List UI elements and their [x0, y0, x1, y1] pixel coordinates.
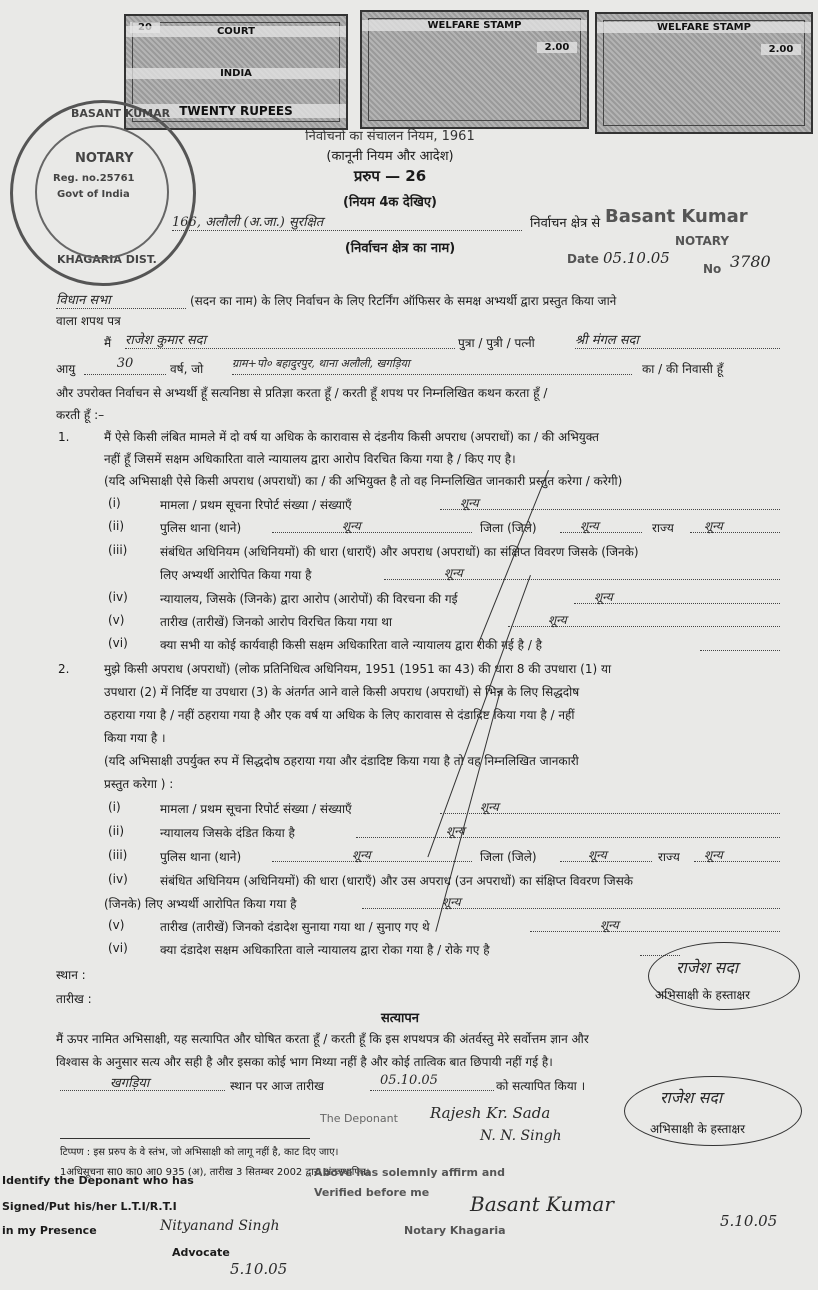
- s2-item-v-value: शून्य: [530, 916, 780, 932]
- relation-label: पुत्रा / पुत्री / पत्नी: [458, 336, 535, 350]
- verification-date-suffix: को सत्यापित किया ।: [496, 1079, 586, 1093]
- me-label: मैं: [104, 336, 112, 350]
- intro-line-c: और उपरोक्त निर्वाचन से अभ्यर्थी हूँ सत्यनिष्ठा से प्रतिज्ञा करता हूँ / करती हूँ शपथ पर निम्नलिखित कथन करता हूँ /: [56, 386, 548, 400]
- notary-khagaria: Notary Khagaria: [404, 1224, 506, 1237]
- place-label: स्थान :: [56, 968, 86, 982]
- identify-line-c: in my Presence: [2, 1224, 97, 1237]
- s2-roman-v: (v): [108, 918, 125, 932]
- s1-item-iii-b: लिए अभ्यर्थी आरोपित किया गया है: [160, 568, 312, 582]
- constituency-caption: (निर्वाचन क्षेत्र का नाम): [344, 241, 456, 256]
- section-2-line-c: ठहराया गया है / नहीं ठहराया गया है और एक वर्ष या अधिक के लिए कारावास से दंडादिष्ट किया गया है / नहीं: [104, 708, 575, 722]
- verification-text-a: मैं ऊपर नामित अभिसाक्षी, यह सत्यापित और घोषित करता हूँ / करती हूँ कि इस शपथपत्र की अंतर्वस्तु मेरे सर्वोत्तम ज्ञान और: [56, 1032, 589, 1046]
- welfare-stamp-2: [595, 12, 813, 134]
- s1-district-value: शून्य: [560, 517, 642, 533]
- s1-item-iv: न्यायालय, जिसके (जिनके) द्वारा आरोप (आरोपों) की विरचना की गई: [160, 592, 458, 606]
- header-line2: (कानूनी नियम और आदेश): [326, 149, 454, 164]
- father-name-field: श्री मंगल सदा: [575, 330, 780, 349]
- s1-district-label: जिला (जिले): [480, 521, 537, 535]
- s1-roman-vi: (vi): [108, 636, 128, 650]
- age-suffix: वर्ष, जो: [170, 362, 204, 376]
- s2-state-label: राज्य: [658, 850, 680, 864]
- verification-text-b: विश्वास के अनुसार सत्य और सही है और इसका कोई भाग मिथ्या नहीं है और कोई तात्विक बात छिपायी नहीं गई है।: [56, 1055, 553, 1069]
- section-2-line-a: मुझे किसी अपराध (अपराधों) (लोक प्रतिनिधित्व अधिनियम, 1951 (1951 का 43) की धारा 8 की उपधारा (1) या: [104, 662, 612, 676]
- seal-govt: Govt of India: [57, 189, 130, 200]
- notary-stamp-role: NOTARY: [675, 234, 730, 248]
- section-1-line-a: मैं ऐसे किसी लंबित मामले में दो वर्ष या अधिक के कारावास से दंडनीय किसी अपराध (अपराधों) का / की अभियुक्त: [104, 430, 599, 444]
- s1-roman-iii: (iii): [108, 543, 128, 557]
- notary-no-value: 3780: [730, 252, 771, 271]
- seal-role: NOTARY: [75, 151, 134, 166]
- date-label: तारीख :: [56, 992, 92, 1006]
- notary-stamp-name: Basant Kumar: [605, 206, 748, 227]
- s2-item-iii: पुलिस थाना (थाने): [160, 850, 242, 864]
- s2-item-vi: क्या दंडादेश सक्षम अधिकारिता वाले न्यायालय द्वारा रोका गया है / रोके गए है: [160, 943, 490, 957]
- notary-date-value: 05.10.05: [603, 249, 670, 267]
- footnote-a: टिप्पण : इस प्ररुप के वे स्तंभ, जो अभिसाक्षी को लागू नहीं है, काट दिए जाए।: [60, 1147, 339, 1158]
- age-field: 30: [84, 356, 166, 375]
- signature-2: राजेश सदा: [660, 1088, 722, 1107]
- notary-signature: Basant Kumar: [470, 1192, 614, 1216]
- s1-item-iii-value: शून्य: [384, 564, 780, 580]
- identify-line-b: Signed/Put his/her L.T.I/R.T.I: [2, 1200, 177, 1213]
- seal-reg: Reg. no.25761: [53, 173, 135, 184]
- s1-roman-v: (v): [108, 613, 125, 627]
- intro-line-a: (सदन का नाम) के लिए निर्वाचन के लिए रिटर्निंग ऑफिसर के समक्ष अभ्यर्थी द्वारा प्रस्तुत किया जाने: [190, 294, 617, 308]
- section-1-number: 1.: [58, 430, 70, 444]
- advocate-label: Advocate: [172, 1246, 230, 1259]
- s2-roman-iv: (iv): [108, 872, 128, 886]
- address-field: ग्राम+पो० बहादुरपुर, थाना अलौली, खगड़िया: [232, 356, 632, 375]
- s1-state-value: शून्य: [690, 517, 780, 533]
- s1-item-ii: पुलिस थाना (थाने): [160, 521, 242, 535]
- s2-item-ii: न्यायालय जिसके दंडित किया है: [160, 826, 295, 840]
- s2-item-iv-a: संबंधित अधिनियम (अधिनियमों) की धारा (धाराएँ) और उस अपराध (उन अपराधों) का संक्षिप्त विवरण जिसके: [160, 874, 634, 888]
- welfare-2-denom: 2.00: [761, 44, 801, 55]
- welfare-1-denom: 2.00: [537, 42, 577, 53]
- s1-police-value: शून्य: [272, 517, 472, 533]
- s2-item-v: तारीख (तारीखें) जिनको दंडादेश सुनाया गया था / सुनाए गए थे: [160, 920, 430, 934]
- notary-sign-date: 5.10.05: [720, 1212, 778, 1230]
- resident-suffix: का / की निवासी हूँ: [642, 362, 724, 376]
- footnote-divider: [60, 1138, 310, 1139]
- welfare-stamp-1: [360, 10, 589, 129]
- verifier-name: Rajesh Kr. Sada: [430, 1104, 551, 1122]
- notary-date-label: Date: [567, 252, 599, 266]
- notary-stamp: [555, 200, 790, 280]
- s2-item-i-value: शून्य: [440, 798, 780, 814]
- verification-title: सत्यापन: [380, 1011, 420, 1026]
- section-2-number: 2.: [58, 662, 70, 676]
- seal-name: BASANT KUMAR: [71, 107, 171, 120]
- s2-district-label: जिला (जिले): [480, 850, 537, 864]
- verification-place-suffix: स्थान पर आज तारीख: [230, 1079, 324, 1093]
- notary-no-label: No: [703, 262, 722, 276]
- seal-area: KHAGARIA DIST.: [57, 253, 157, 266]
- rule-reference: (नियम 4क देखिए): [343, 195, 437, 210]
- intro-line-b: वाला शपथ पत्र: [56, 314, 121, 328]
- section-2-line-e: (यदि अभिसाक्षी उपर्युक्त रुप में सिद्धदोष ठहराया गया और दंडादिष्ट किया गया है तो वह निम्नलिखित जानकारी: [104, 754, 579, 768]
- header-line1: निर्वाचनों का संचालन नियम, 1961: [305, 129, 475, 144]
- intro-line-d: करती हूँ :–: [56, 408, 105, 422]
- s2-item-ii-value: शून्य: [356, 822, 780, 838]
- form-number: प्ररुप — 26: [353, 167, 427, 185]
- s1-item-vi-line: [700, 634, 780, 651]
- advocate-date: 5.10.05: [230, 1260, 288, 1278]
- welfare-2-title: WELFARE STAMP: [597, 22, 811, 33]
- s2-district-value: शून्य: [560, 846, 652, 862]
- section-1-line-c: (यदि अभिसाक्षी ऐसे किसी अपराध (अपराधों) का / की अभियुक्त है तो वह निम्नलिखित जानकारी प्रस्तुत करेगा / करेगी): [104, 474, 623, 488]
- s1-roman-iv: (iv): [108, 590, 128, 604]
- court-fee-country: INDIA: [126, 68, 346, 79]
- signature-1: राजेश सदा: [676, 958, 738, 977]
- s2-item-iv-b: (जिनके) लिए अभ्यर्थी आरोपित किया गया है: [104, 897, 297, 911]
- verifier-id: N. N. Singh: [480, 1128, 562, 1144]
- s2-roman-vi: (vi): [108, 941, 128, 955]
- house-name-field: विधान सभा: [56, 290, 186, 309]
- court-fee-amount: TWENTY RUPEES: [126, 104, 346, 118]
- notary-seal: [10, 100, 196, 286]
- constituency-suffix: निर्वाचन क्षेत्र से: [530, 216, 601, 231]
- s1-item-v-value: शून्य: [508, 611, 780, 627]
- section-2-line-d: किया गया है ।: [104, 731, 166, 745]
- verified-before-me: Verified before me: [314, 1186, 430, 1199]
- s1-roman-ii: (ii): [108, 519, 125, 533]
- s1-item-v: तारीख (तारीखें) जिनको आरोप विरचित किया गया था: [160, 615, 392, 629]
- footnote-b: 1अधिसूचना सा0 का0 आ0 935 (अ), तारीख 3 सितम्बर 2002 द्वारा अंतःस्थापित।: [60, 1167, 370, 1178]
- deponent-stamp: The Deponant: [320, 1112, 398, 1125]
- deponent-name-field: राजेश कुमार सदा: [125, 330, 455, 349]
- s1-item-iii-a: संबंधित अधिनियम (अधिनियमों) की धारा (धाराएँ) और अपराध (अपराधों) का संक्षिप्त विवरण जिसके (जिनके): [160, 545, 639, 559]
- signature-label-2: अभिसाक्षी के हस्ताक्षर: [650, 1122, 745, 1136]
- s2-roman-iii: (iii): [108, 848, 128, 862]
- section-2-line-b: उपधारा (2) में निर्दिष्ट या उपधारा (3) के अंतर्गत आने वाले किसी अपराध (अपराधों) से भिन्न के लिए सिद्धदोष: [104, 685, 580, 699]
- s1-roman-i: (i): [108, 496, 121, 510]
- constituency-field: 166, अलौली (अ.जा.) सुरक्षित: [172, 212, 522, 231]
- verification-place-field: खगड़िया: [60, 1073, 225, 1091]
- age-label: आयु: [56, 362, 76, 376]
- welfare-1-title: WELFARE STAMP: [362, 20, 587, 31]
- verification-date-field: 05.10.05: [370, 1073, 494, 1091]
- s2-police-value: शून्य: [272, 846, 472, 862]
- s1-item-i: मामला / प्रथम सूचना रिपोर्ट संख्या / संख्याएँ: [160, 498, 352, 512]
- court-fee-top: COURT: [126, 26, 346, 37]
- s1-item-iv-value: शून्य: [574, 588, 780, 604]
- advocate-name: Nityanand Singh: [160, 1218, 280, 1234]
- s2-state-value: शून्य: [694, 846, 780, 862]
- s2-item-i: मामला / प्रथम सूचना रिपोर्ट संख्या / संख्याएँ: [160, 802, 352, 816]
- solemn-affirm: Above has solemnly affirm and: [314, 1166, 505, 1179]
- section-1-line-b: नहीं हूँ जिसमें सक्षम अधिकारिता वाले न्यायालय द्वारा आरोप विरचित किया गया है / किए गए है।: [104, 452, 516, 466]
- s1-item-vi: क्या सभी या कोई कार्यवाही किसी सक्षम अधिकारिता वाले न्यायालय द्वारा रोकी गई है / है: [160, 638, 543, 652]
- s1-state-label: राज्य: [652, 521, 674, 535]
- section-2-line-f: प्रस्तुत करेगा ) :: [104, 777, 174, 791]
- identify-line-a: Identify the Deponant who has: [2, 1174, 194, 1187]
- s2-item-iv-value: शून्य: [362, 893, 780, 909]
- signature-label-1: अभिसाक्षी के हस्ताक्षर: [655, 988, 750, 1002]
- s2-roman-ii: (ii): [108, 824, 125, 838]
- s2-roman-i: (i): [108, 800, 121, 814]
- s1-item-i-value: शून्य: [440, 494, 780, 510]
